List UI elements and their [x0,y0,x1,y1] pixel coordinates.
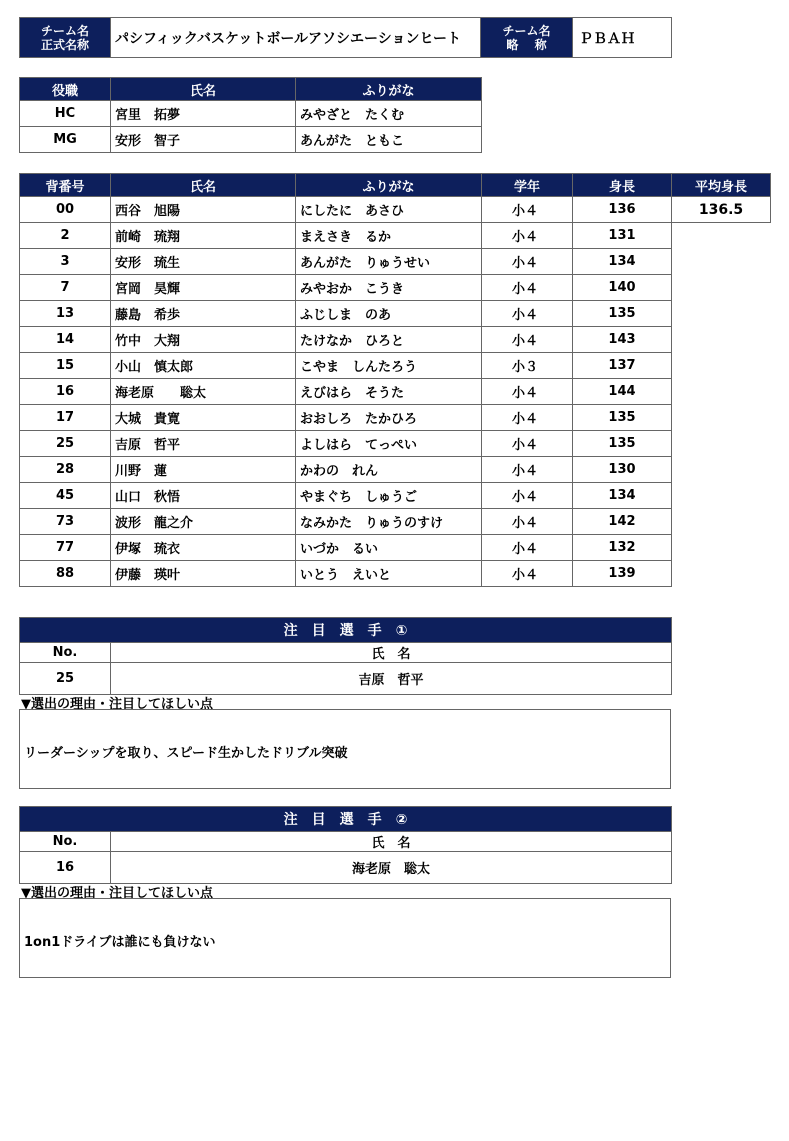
team-abbr-label: チーム名 略 称 [481,18,573,58]
player-grade: 小４ [482,327,573,353]
featured-player-2-table [19,806,672,884]
players-header-kana: ふりがな [296,174,482,197]
player-name: 前崎 琉翔 [111,223,296,249]
player-height: 135 [573,405,672,431]
player-kana: みやおか こうき [296,275,482,301]
player-row [20,405,672,431]
player-number: 15 [20,353,111,379]
player-height: 131 [573,223,672,249]
featured-2-reason-text: 1on1ドライブは誰にも負けない [24,935,216,950]
staff-kana: あんがた ともこ [296,127,482,153]
staff-kana: みやざと たくむ [296,101,482,127]
player-number: 7 [20,275,111,301]
player-number: 25 [20,431,111,457]
player-height: 139 [573,561,672,587]
player-kana: やまぐち しゅうご [296,483,482,509]
player-row [20,275,672,301]
player-kana: まえさき るか [296,223,482,249]
featured-no-label: No. [20,643,111,663]
featured-name-label: 氏 名 [111,643,672,663]
player-row [20,197,672,223]
average-height-table [671,173,771,223]
team-name-value: パシフィックバスケットボールアソシエーションヒート [111,18,481,58]
player-grade: 小４ [482,379,573,405]
player-row [20,223,672,249]
player-number: 13 [20,301,111,327]
featured-player-2-title: 注 目 選 手 ② [20,807,672,832]
player-name: 山口 秋悟 [111,483,296,509]
featured-player-1-table [19,617,672,695]
player-name: 吉原 哲平 [111,431,296,457]
average-height-value: 136.5 [672,197,771,223]
player-kana: いづか るい [296,535,482,561]
player-name: 伊塚 琉衣 [111,535,296,561]
featured-1-reason-text: リーダーシップを取り、スピード生かしたドリブル突破 [24,746,348,761]
player-height: 135 [573,301,672,327]
featured-1-reason-box [19,709,671,789]
player-kana: なみかた りゅうのすけ [296,509,482,535]
team-abbr-value: ＰＢＡＨ [573,18,672,58]
staff-name: 安形 智子 [111,127,296,153]
player-kana: ふじしま のあ [296,301,482,327]
average-height-label: 平均身長 [672,174,771,197]
staff-role: MG [20,127,111,153]
player-grade: 小４ [482,197,573,223]
player-kana: よしはら てっぺい [296,431,482,457]
player-number: 45 [20,483,111,509]
player-row [20,249,672,275]
player-height: 134 [573,483,672,509]
player-grade: 小４ [482,405,573,431]
player-height: 140 [573,275,672,301]
featured-name: 海老原 聡太 [111,852,672,884]
player-number: 28 [20,457,111,483]
players-header-number: 背番号 [20,174,111,197]
player-height: 134 [573,249,672,275]
player-number: 2 [20,223,111,249]
player-grade: 小４ [482,431,573,457]
player-row [20,535,672,561]
player-row [20,327,672,353]
featured-no: 16 [20,852,111,884]
player-height: 137 [573,353,672,379]
player-name: 宮岡 昊輝 [111,275,296,301]
player-row [20,353,672,379]
player-row [20,509,672,535]
player-row [20,301,672,327]
player-grade: 小４ [482,509,573,535]
featured-1-reason-label: ▼選出の理由・注目してほしい点 [21,697,213,712]
player-number: 3 [20,249,111,275]
player-number: 17 [20,405,111,431]
player-name: 藤島 希歩 [111,301,296,327]
staff-row [20,101,482,127]
player-row [20,457,672,483]
player-name: 波形 龍之介 [111,509,296,535]
player-name: 竹中 大翔 [111,327,296,353]
player-name: 川野 蓮 [111,457,296,483]
player-number: 73 [20,509,111,535]
player-kana: いとう えいと [296,561,482,587]
player-grade: 小４ [482,561,573,587]
player-row [20,561,672,587]
featured-no: 25 [20,663,111,695]
featured-2-reason-box [19,898,671,978]
player-grade: 小３ [482,353,573,379]
staff-name: 宮里 拓夢 [111,101,296,127]
player-height: 136 [573,197,672,223]
player-height: 142 [573,509,672,535]
player-kana: あんがた りゅうせい [296,249,482,275]
player-kana: えびはら そうた [296,379,482,405]
player-number: 14 [20,327,111,353]
player-grade: 小４ [482,535,573,561]
player-name: 西谷 旭陽 [111,197,296,223]
player-height: 144 [573,379,672,405]
player-row [20,483,672,509]
player-grade: 小４ [482,483,573,509]
staff-header-role: 役職 [20,78,111,101]
featured-name: 吉原 哲平 [111,663,672,695]
player-height: 143 [573,327,672,353]
player-name: 小山 慎太郎 [111,353,296,379]
player-number: 00 [20,197,111,223]
players-header-grade: 学年 [482,174,573,197]
team-name-label: チーム名 正式名称 [20,18,111,58]
player-grade: 小４ [482,223,573,249]
player-kana: にしたに あさひ [296,197,482,223]
staff-row [20,127,482,153]
player-number: 77 [20,535,111,561]
player-row [20,379,672,405]
player-name: 伊藤 瑛叶 [111,561,296,587]
featured-name-label: 氏 名 [111,832,672,852]
player-name: 海老原 聡太 [111,379,296,405]
player-name: 大城 貴寛 [111,405,296,431]
player-height: 130 [573,457,672,483]
player-kana: たけなか ひろと [296,327,482,353]
team-name-table [19,17,672,58]
player-number: 16 [20,379,111,405]
players-header-name: 氏名 [111,174,296,197]
player-kana: かわの れん [296,457,482,483]
players-table [19,173,672,587]
player-grade: 小４ [482,457,573,483]
featured-2-reason-label: ▼選出の理由・注目してほしい点 [21,886,213,901]
player-grade: 小４ [482,249,573,275]
player-grade: 小４ [482,275,573,301]
player-height: 135 [573,431,672,457]
player-name: 安形 琉生 [111,249,296,275]
staff-table [19,77,482,153]
staff-header-name: 氏名 [111,78,296,101]
player-grade: 小４ [482,301,573,327]
player-number: 88 [20,561,111,587]
featured-player-1-title: 注 目 選 手 ① [20,618,672,643]
player-kana: こやま しんたろう [296,353,482,379]
staff-header-kana: ふりがな [296,78,482,101]
player-height: 132 [573,535,672,561]
featured-no-label: No. [20,832,111,852]
player-row [20,431,672,457]
players-header-height: 身長 [573,174,672,197]
player-kana: おおしろ たかひろ [296,405,482,431]
staff-role: HC [20,101,111,127]
